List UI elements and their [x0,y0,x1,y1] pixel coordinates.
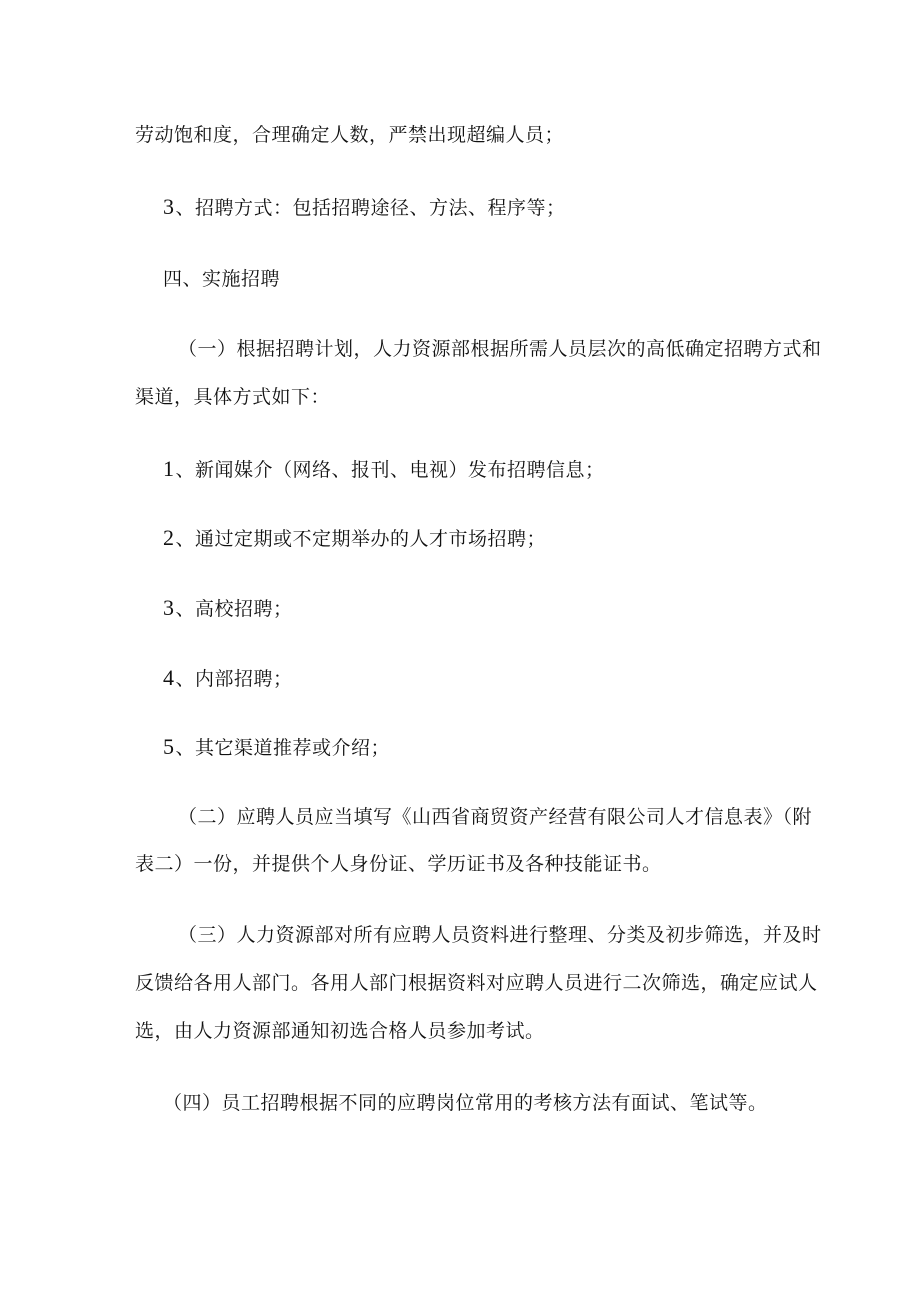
paragraph-3-line-3: 选，由人力资源部通知初选合格人员参加考试。 [135,1020,545,1042]
paragraph-2-line-1: （二）应聘人员应当填写《山西省商贸资产经营有限公司人才信息表》（附 [178,806,813,828]
list-item-text: 、高校招聘； [175,598,293,620]
paragraph-4-line-1: （四）员工招聘根据不同的应聘岗位常用的考核方法有面试、笔试等。 [163,1092,768,1114]
list-item-text: 、新闻媒介（网络、报刊、电视）发布招聘信息； [175,459,605,481]
list-item [163,595,293,622]
paragraph-3-line-1: （三）人力资源部对所有应聘人员资料进行整理、分类及初步筛选，并及时 [178,924,822,946]
list-item-number: 2 [163,525,175,550]
list-item-number: 3 [163,595,175,620]
paragraph-2-line-2: 表二）一份，并提供个人身份证、学历证书及各种技能证书。 [135,853,662,875]
list-item-text: 、内部招聘； [175,668,293,690]
list-item-number: 3 [163,194,175,219]
list-item [163,194,566,221]
list-item [163,665,293,692]
list-item-number: 1 [163,456,175,481]
list-item [163,734,390,761]
paragraph-1-line-1: （一）根据招聘计划，人力资源部根据所需人员层次的高低确定招聘方式和 [178,338,822,360]
list-item-text: 、通过定期或不定期举办的人才市场招聘； [175,528,547,550]
list-item-text: 、招聘方式：包括招聘途径、方法、程序等； [175,197,566,219]
section-heading: 四、实施招聘 [163,268,281,290]
text-line: 劳动饱和度，合理确定人数，严禁出现超编人员； [135,124,565,146]
list-item [163,456,605,483]
paragraph-3-line-2: 反馈给各用人部门。各用人部门根据资料对应聘人员进行二次筛选，确定应试人 [135,972,818,994]
paragraph-1-line-2: 渠道，具体方式如下： [135,386,331,408]
list-item-text: 、其它渠道推荐或介绍； [175,737,391,759]
list-item-number: 5 [163,734,175,759]
list-item [163,525,546,552]
list-item-number: 4 [163,665,175,690]
